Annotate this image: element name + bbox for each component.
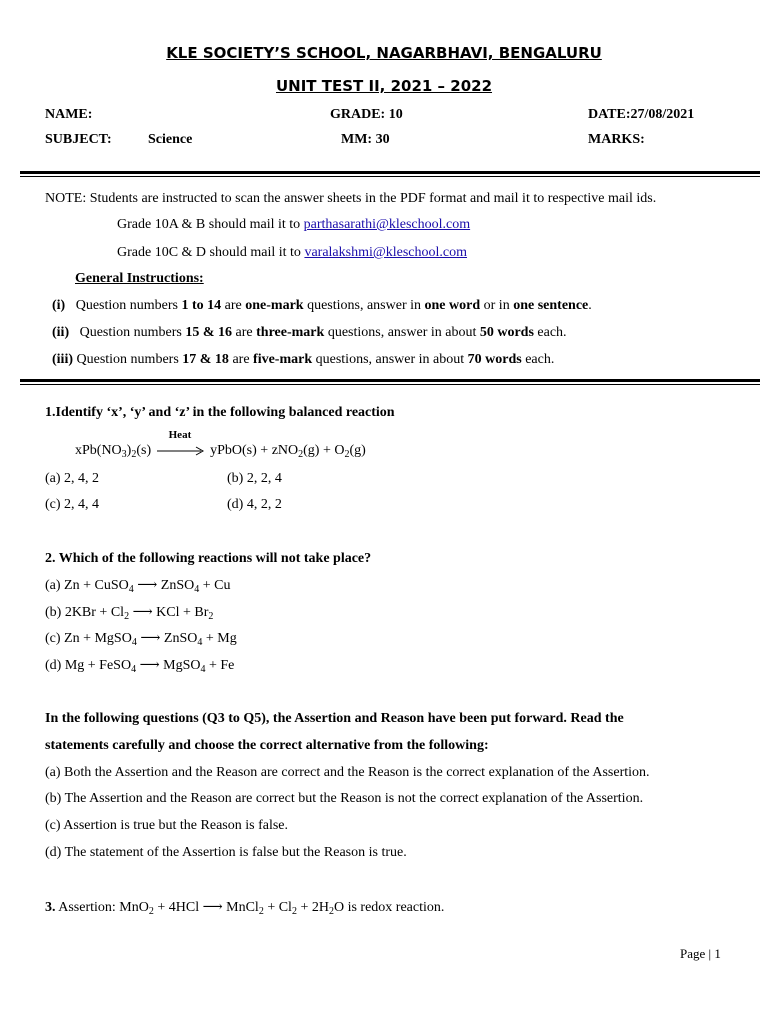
q1-option-d: (d) 4, 2, 2 <box>227 497 282 512</box>
note-line-10ab <box>117 217 470 233</box>
q2-option-d: (d) Mg + FeSO$_4$ ⟶ MgSO$_4$ + Fe <box>45 658 235 675</box>
q1-option-b: (b) 2, 2, 4 <box>227 471 282 486</box>
q2-option-b: (b) $2KBr + Cl_2$ ⟶ KCl + $Br_2$ <box>45 605 214 622</box>
heat-arrow-icon: Heat <box>157 444 205 458</box>
marks-label: MARKS: <box>588 132 645 147</box>
question-3: 3. Assertion: MnO$_2$ + 4HCl ⟶ MnCl$_2$ + $Cl_2 + 2H_2O$ is redox reaction. <box>45 900 445 917</box>
instruction-item: (ii) Question numbers 15 & 16 are three-mark questions, answer in about 50 words each. <box>52 325 567 340</box>
school-title: KLE SOCIETY’S SCHOOL, NAGARBHAVI, BENGALURU <box>166 44 602 62</box>
assertion-intro-line-2: statements carefully and choose the correct alternative from the following: <box>45 738 489 753</box>
email-link-parthasarathi[interactable]: parthasarathi@kleschool.com <box>303 217 471 232</box>
q1-equation: $xPb(NO_3)_2(s)$ Heat yPbO(s) + $zNO_2(g) + O_2(g)$ <box>75 428 366 460</box>
q1-option-a: (a) 2, 4, 2 <box>45 471 100 486</box>
note-text: NOTE: Students are instructed to scan the answer sheets in the PDF format and mail it to respective mail ids. <box>45 191 657 206</box>
test-title: UNIT TEST II, 2021 – 2022 <box>275 77 493 95</box>
name-label: NAME: <box>45 107 93 122</box>
assertion-option-d: (d) The statement of the Assertion is false but the Reason is true. <box>45 845 407 860</box>
q1-option-c: (c) 2, 4, 4 <box>45 497 100 512</box>
instruction-item: (i) Question numbers 1 to 14 are one-mark questions, answer in one word or in one sentence. <box>52 298 592 313</box>
note-line-10cd <box>117 245 467 261</box>
subject-label: SUBJECT: <box>45 132 112 147</box>
assertion-intro-line-1: In the following questions (Q3 to Q5), the Assertion and Reason have been put forward. Read the <box>45 711 624 726</box>
divider-top-thin <box>20 176 760 177</box>
question-1: 1.Identify ‘x’, ‘y’ and ‘z’ in the following balanced reaction <box>45 405 395 420</box>
divider-mid-thick <box>20 379 760 382</box>
assertion-option-a: (a) Both the Assertion and the Reason are correct and the Reason is the correct explanation of the Assertion. <box>45 765 650 780</box>
note-line-10cd-text: Grade 10C & D should mail it to <box>117 245 305 260</box>
instruction-item: (iii) Question numbers 17 & 18 are five-mark questions, answer in about 70 words each. <box>52 352 555 367</box>
subject-value: Science <box>148 132 193 147</box>
divider-top-thick <box>20 171 760 174</box>
q2-option-c: (c) Zn + MgSO$_4$ ⟶ ZnSO$_4$ + Mg <box>45 631 237 648</box>
assertion-option-b: (b) The Assertion and the Reason are correct but the Reason is not the correct explanation of the Assertion. <box>45 791 644 806</box>
q2-option-a: (a) Zn + CuSO$_4$ ⟶ ZnSO$_4$ + Cu <box>45 578 231 595</box>
note-line-10ab-text: Grade 10A & B should mail it to <box>117 217 304 232</box>
divider-mid-thin <box>20 384 760 385</box>
page-number: Page | 1 <box>680 946 721 961</box>
date-label: DATE:27/08/2021 <box>588 107 695 122</box>
grade-label: GRADE: 10 <box>330 107 403 122</box>
question-2: 2. Which of the following reactions will not take place? <box>45 551 372 566</box>
email-link-varalakshmi[interactable]: varalakshmi@kleschool.com <box>304 245 468 260</box>
assertion-option-c: (c) Assertion is true but the Reason is false. <box>45 818 289 833</box>
instructions-heading: General Instructions: <box>75 271 204 286</box>
max-marks-label: MM: 30 <box>341 132 390 147</box>
